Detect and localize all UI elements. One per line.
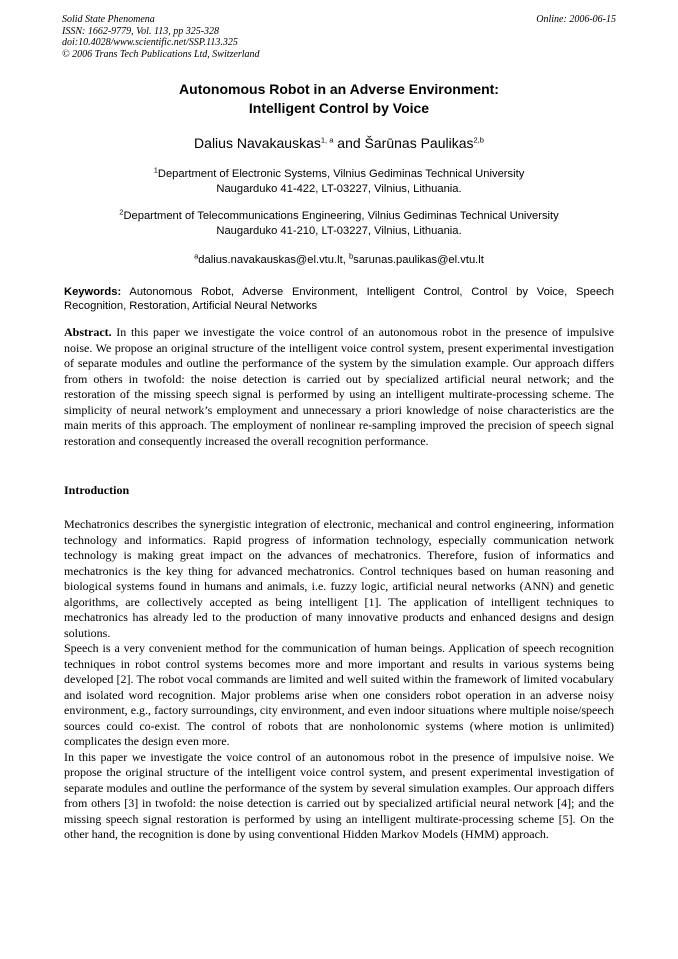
email-a-sup: a — [194, 251, 199, 261]
journal-copyright: © 2006 Trans Tech Publications Ltd, Switzerland — [62, 48, 260, 60]
email-a: dalius.navakauskas@el.vtu.lt, — [198, 254, 349, 266]
journal-doi: doi:10.4028/www.scientific.net/SSP.113.325 — [62, 37, 238, 48]
author-and: and — [333, 135, 365, 151]
paragraph-3: In this paper we investigate the voice control of an autonomous robot in the presence of impulsive noise. We propose the original structure of the intelligent voice control system, and present experimental investigation of separate modules and outline the performance of the system by several simulation examples. Our approach differs from others [3] in twofold: the noise detection is carried out by specialized artificial neural network [4]; and the missing speech signal restoration is performed by using an intelligent multirate-processing scheme [5]. On the other hand, the recognition is done by using conventional Hidden Markov Models (HMM) approach. — [64, 749, 614, 841]
author-emails — [60, 253, 618, 268]
paragraph-1: Mechatronics describes the synergistic integration of electronic, mechanical and control engineering, information technology and informatics. Rapid progress of information technology, especially communication network technology is making great impact on the advances of mechatronics. Therefore, fusion of informatics and mechatronics is the key thing for advanced mechatronics. Control techniques based on human reasoning and biological systems found in humans and animals, i.e. fuzzy logic, artificial neural networks (ANN) and genetic algorithms, are collectively accepted as being intelligent [1]. The application of intelligent techniques to mechatronics has already led to the production of many innovative products and enhanced designs and design solutions. — [64, 517, 614, 640]
introduction-body — [64, 517, 614, 843]
journal-name: Solid State Phenomena — [62, 14, 155, 25]
journal-header — [62, 14, 616, 60]
title-line-1: Autonomous Robot in an Adverse Environment: — [179, 81, 499, 97]
affiliation-1 — [60, 167, 618, 197]
affiliation-2-line-1: Department of Telecommunications Engineering, Vilnius Gediminas Technical University — [123, 210, 559, 222]
affiliation-1-line-1: Department of Electronic Systems, Vilnius Gediminas Technical University — [157, 168, 525, 180]
journal-issn: ISSN: 1662-9779, Vol. 113, pp 325-328 — [62, 25, 220, 37]
affiliation-1-sup: 1 — [153, 165, 158, 175]
author-list — [60, 134, 618, 152]
email-b: sarunas.paulikas@el.vtu.lt — [353, 254, 484, 266]
abstract-text: In this paper we investigate the voice control of an autonomous robot in the presence of impulsive noise. We propose an original structure of the intelligent voice control system, present experimental investigation of separate modules and outline the performance of the system by the simulation example. Our approach differs from others in twofold: the noise detection is carried out by specialized artificial neural network; and the restoration of the missing speech signal is performed by using an intelligent multirate-processing scheme. The simplicity of neural network’s employment and unnecessary a priori knowledge of noise characteristics are the main merits of this approach. The employment of nonlinear re-sampling improved the precision of speech signal restoration and consequently increased the overall recognition performance. — [64, 325, 614, 448]
journal-info — [62, 14, 260, 60]
author-2-sup: 2,b — [473, 135, 484, 145]
keywords-label: Keywords: — [64, 286, 122, 298]
email-b-sup: b — [348, 251, 354, 261]
abstract-label: Abstract. — [64, 325, 112, 339]
abstract — [64, 325, 614, 449]
paper-title — [60, 80, 618, 118]
affiliation-1-line-2: Naugarduko 41-422, LT-03227, Vilnius, Lithuania. — [216, 183, 462, 195]
author-1-sup: 1, a — [320, 135, 334, 145]
title-line-2: Intelligent Control by Voice — [248, 100, 430, 116]
affiliation-2 — [60, 209, 618, 239]
author-2-name: Šarūnas Paulikas — [364, 135, 474, 151]
affiliation-2-line-2: Naugarduko 41-210, LT-03227, Vilnius, Lithuania. — [216, 225, 462, 237]
paragraph-2: Speech is a very convenient method for the communication of human beings. Application of speech recognition techniques in robot control systems becomes more and more important and results in various systems being developed [2]. The robot vocal commands are limited and well suited within the framework of limited vocabulary and isolated word recognition. Major problems arise when one considers robot operation in an adverse noisy environment, e.g., factory surroundings, city environment, and even indoor situations where multiple noise/speech sources could co-exist. The control of robots that are nonholonomic systems (where motion is unlimited) complicates the design even more. — [64, 641, 614, 748]
introduction-heading: Introduction — [64, 483, 130, 497]
keywords — [64, 285, 614, 313]
author-1-name: Dalius Navakauskas — [194, 135, 321, 151]
online-date: Online: 2006-06-15 — [536, 14, 616, 25]
affiliation-2-sup: 2 — [119, 207, 124, 217]
keywords-text: Autonomous Robot, Adverse Environment, Intelligent Control, Control by Voice, Speech Recognition, Restoration, Artificial Neural Networks — [64, 286, 614, 312]
